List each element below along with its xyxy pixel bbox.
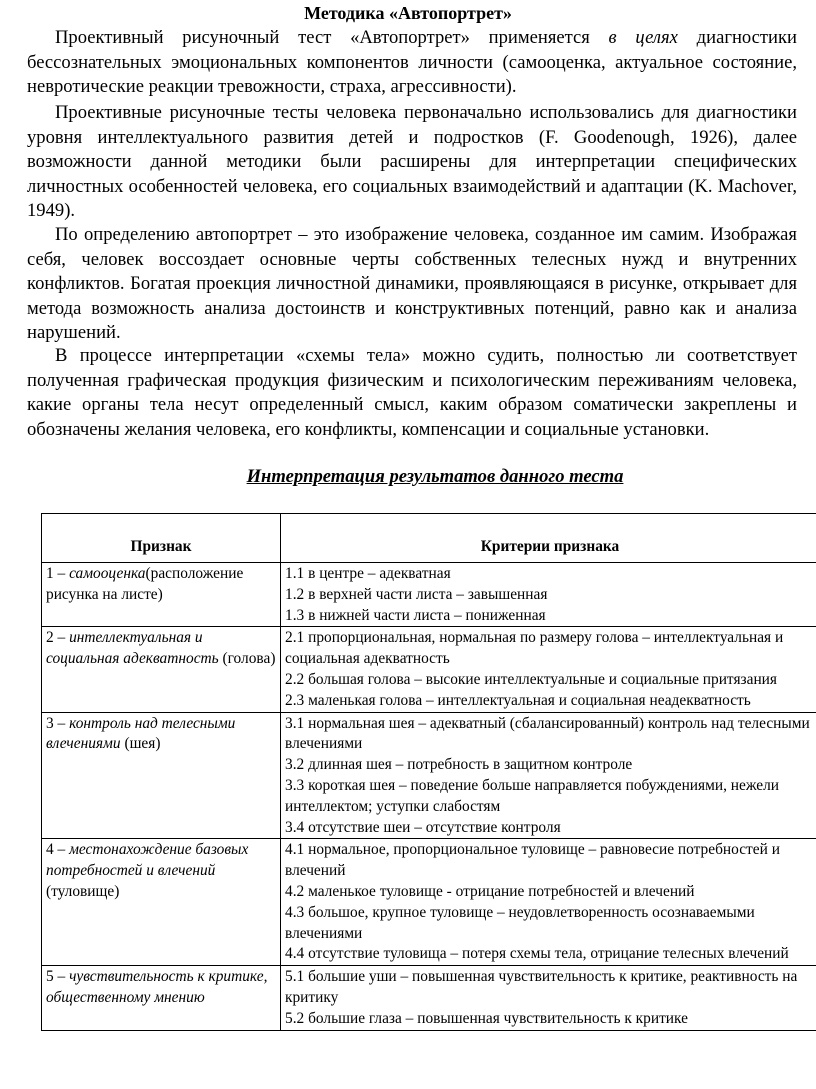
criterion: 3.1 нормальная шея – адекватный (сбалансированный) контроль над телесными влечениями [285, 714, 810, 753]
paragraph-3: По определению автопортрет – это изображение человека, созданное им самим. Изображая себя, человек воссоздает основные черты собственных телесных нужд и внутренних конфликтов. Богатая проекция личностной динамики, проявляющаяся в рисунке, открывает для метода возможность анализа достоинств и конструктивных потенций, равно как и анализа нарушений. [27, 224, 797, 344]
criterion: 1.1 в центре – адекватная [285, 565, 451, 582]
criteria-cell [281, 712, 816, 839]
feature-number: 3 – [46, 714, 70, 732]
criterion: 3.3 короткая шея – поведение больше направляется побуждениями, нежели интеллектом; уступки слабостям [285, 776, 780, 815]
feature-name: контроль над телесными влечениями [46, 714, 236, 753]
paragraph-1-start: Проективный рисуночный тест «Автопортрет» применяется [55, 27, 609, 48]
criterion: 4.4 отсутствие туловища – потеря схемы тела, отрицание телесных влечений [285, 945, 789, 963]
feature-cell [42, 839, 281, 966]
document-title: Методика «Автопортрет» [304, 3, 512, 23]
feature-number: 1 – [46, 565, 70, 582]
feature-number: 5 – [46, 968, 70, 986]
table-header-row [42, 514, 816, 563]
paragraph-1 [27, 26, 797, 100]
header-feature: Признак [42, 514, 281, 563]
criterion: 5.2 большие глаза – повышенная чувствительность к критике [285, 1009, 688, 1027]
table-row [42, 563, 816, 627]
feature-cell [42, 563, 281, 627]
criterion: 1.2 в верхней части листа – завышенная [285, 585, 548, 603]
criterion: 4.3 большое, крупное туловище – неудовлетворенность осознаваемыми влечениями [285, 903, 755, 942]
table-row [42, 966, 816, 1030]
criterion: 3.2 длинная шея – потребность в защитном контроле [285, 756, 633, 774]
criterion: 2.1 пропорциональная, нормальная по размеру голова – интеллектуальная и социальная адекватность [285, 629, 784, 668]
paragraph-1-emphasis: в целях [608, 27, 678, 48]
paragraph-4: В процессе интерпретации «схемы тела» можно судить, полностью ли соответствует полученная графическая продукция физическим и психологическим переживаниям человека, какие органы тела несут определенный смысл, каким образом соматически закреплены и обозначены желания человека, его конфликты, компенсации и социальные установки. [27, 345, 797, 440]
feature-number: 4 – [46, 841, 70, 859]
header-criteria: Критерии признака [281, 514, 816, 563]
feature-name: чувствительность к критике, общественному мнению [46, 968, 268, 1006]
feature-number: 2 – [46, 629, 70, 647]
criterion: 4.2 маленькое туловище - отрицание потребностей и влечений [285, 882, 695, 900]
table-row [42, 712, 816, 839]
feature-note: (голова) [218, 650, 276, 668]
criterion: 5.1 большие уши – повышенная чувствительность к критике, реактивность на критику [285, 968, 798, 1006]
feature-cell [42, 627, 281, 712]
criteria-cell [281, 627, 816, 712]
criteria-cell [281, 563, 816, 627]
criterion: 2.2 большая голова – высокие интеллектуальные и социальные притязания [285, 670, 777, 688]
criterion: 4.1 нормальное, пропорциональное туловище – равновесие потребностей и влечений [285, 841, 780, 880]
feature-cell [42, 712, 281, 839]
feature-cell [42, 966, 281, 1030]
criterion: 1.3 в нижней части листа – пониженная [285, 606, 546, 624]
table-row [42, 627, 816, 712]
feature-name: самооценка [69, 565, 146, 582]
criterion: 3.4 отсутствие шеи – отсутствие контроля [285, 818, 561, 836]
paragraph-2: Проективные рисуночные тесты человека первоначально использовались для диагностики уровня интеллектуального развития детей и подростков (F. Goodenough, 1926), далее возможности данной методики были расширены для интерпретации специфических личностных особенностей человека, его социальных взаимодействий и адаптации (K. Machover, 1949). [27, 102, 797, 222]
interpretation-table [41, 513, 816, 1031]
feature-name: местонахождение базовых потребностей и влечений [46, 841, 249, 880]
criteria-cell [281, 839, 816, 966]
feature-name: интеллектуальная и социальная адекватность [46, 629, 219, 668]
criterion: 2.3 маленькая голова – интеллектуальная и социальная неадекватность [285, 691, 751, 709]
feature-note: (расположение рисунка на листе) [46, 565, 244, 603]
criteria-cell [281, 966, 816, 1030]
table-section-heading: Интерпретация результатов данного теста [246, 466, 624, 487]
paragraph-1-end: диагностики бессознательных эмоциональных компонентов личности (самооценка, актуальное состояние, невротические реакции тревожности, страха, агрессивности). [27, 27, 797, 98]
feature-note: (туловище) [46, 882, 120, 900]
feature-note: (шея) [120, 735, 161, 753]
table-row [42, 839, 816, 966]
